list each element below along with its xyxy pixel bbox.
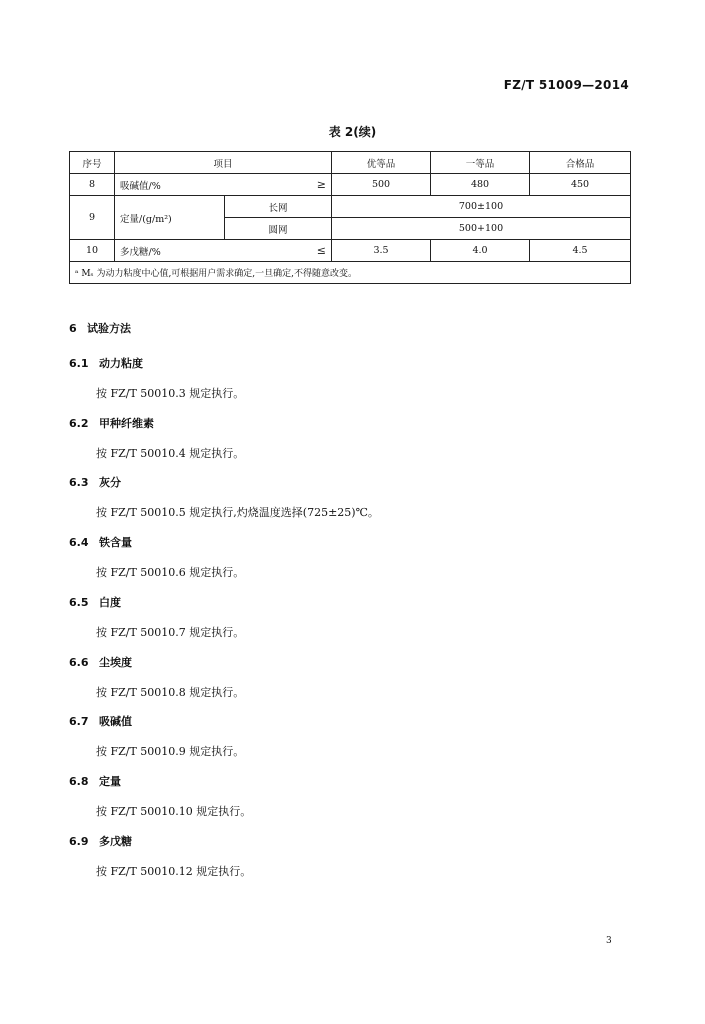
clause-title: 甲种纤维素: [99, 417, 154, 430]
clause-6-1-heading: [69, 355, 143, 371]
clause-title: 定量: [99, 775, 121, 788]
table-caption: 表 2(续): [328, 125, 377, 139]
row-no: 8: [70, 174, 115, 196]
clause-6-2-body: 按 FZ/T 50010.4 规定执行。: [96, 447, 245, 460]
row-no: 10: [70, 240, 115, 262]
table-row: [70, 196, 631, 218]
item-label: 吸碱值/%: [120, 180, 161, 192]
clause-6-8-body: 按 FZ/T 50010.10 规定执行。: [96, 805, 252, 818]
ge-symbol: ≥: [316, 177, 327, 191]
section-heading: [69, 320, 131, 336]
clause-6-6-body: 按 FZ/T 50010.8 规定执行。: [96, 686, 245, 699]
sub-label-long-wire: 长网: [225, 196, 332, 218]
value-round-wire: 500+100: [332, 218, 631, 240]
value-first: 4.0: [431, 240, 530, 262]
row-item: [115, 174, 332, 196]
item-label: 多戊糖/%: [120, 246, 161, 258]
le-symbol: ≤: [316, 243, 327, 257]
clause-title: 吸碱值: [99, 715, 132, 728]
clause-title: 多戊糖: [99, 835, 132, 848]
clause-6-3-heading: [69, 474, 121, 490]
clause-6-8-heading: [69, 773, 121, 789]
value-premium: 500: [332, 174, 431, 196]
clause-6-3-body: 按 FZ/T 50010.5 规定执行,灼烧温度选择(725±25)℃。: [96, 506, 379, 519]
clause-6-7-heading: [69, 713, 132, 729]
value-qualified: 450: [530, 174, 631, 196]
standard-code: FZ/T 51009—2014: [503, 78, 629, 92]
table-note: ᵃ Mₛ 为动力粘度中心值,可根据用户需求确定,一旦确定,不得随意改变。: [70, 262, 631, 284]
table-header-row: [70, 152, 631, 174]
row-no: 9: [70, 196, 115, 240]
clause-6-5-body: 按 FZ/T 50010.7 规定执行。: [96, 626, 245, 639]
clause-title: 铁含量: [99, 536, 132, 549]
row-item: 定量/(g/m²): [115, 196, 225, 240]
clause-number: 6.7: [69, 715, 89, 728]
col-header-premium: 优等品: [332, 152, 431, 174]
clause-6-1-body: 按 FZ/T 50010.3 规定执行。: [96, 387, 245, 400]
clause-6-4-body: 按 FZ/T 50010.6 规定执行。: [96, 566, 245, 579]
value-long-wire: 700±100: [332, 196, 631, 218]
clause-title: 白度: [99, 596, 121, 609]
row-item: [115, 240, 332, 262]
clause-number: 6.8: [69, 775, 89, 788]
clause-6-5-heading: [69, 594, 121, 610]
section-title: 试验方法: [87, 322, 131, 335]
sub-label-round-wire: 圆网: [225, 218, 332, 240]
clause-number: 6.5: [69, 596, 89, 609]
clause-number: 6.6: [69, 656, 89, 669]
col-header-no: 序号: [70, 152, 115, 174]
clause-6-2-heading: [69, 415, 154, 431]
spec-table: [69, 151, 631, 284]
value-qualified: 4.5: [530, 240, 631, 262]
clause-number: 6.9: [69, 835, 89, 848]
clause-6-9-body: 按 FZ/T 50010.12 规定执行。: [96, 865, 252, 878]
col-header-item: 项目: [115, 152, 332, 174]
clause-number: 6.4: [69, 536, 89, 549]
clause-number: 6.2: [69, 417, 89, 430]
clause-number: 6.3: [69, 476, 89, 489]
col-header-qualified: 合格品: [530, 152, 631, 174]
table-row: [70, 240, 631, 262]
table-row: [70, 174, 631, 196]
clause-6-9-heading: [69, 833, 132, 849]
clause-title: 动力粘度: [99, 357, 143, 370]
clause-title: 尘埃度: [99, 656, 132, 669]
col-header-first: 一等品: [431, 152, 530, 174]
value-premium: 3.5: [332, 240, 431, 262]
table-note-row: [70, 262, 631, 284]
page-number: 3: [606, 936, 612, 946]
clause-title: 灰分: [99, 476, 121, 489]
clause-number: 6.1: [69, 357, 89, 370]
clause-6-6-heading: [69, 654, 132, 670]
value-first: 480: [431, 174, 530, 196]
clause-6-4-heading: [69, 534, 132, 550]
section-number: 6: [69, 322, 77, 335]
clause-6-7-body: 按 FZ/T 50010.9 规定执行。: [96, 745, 245, 758]
